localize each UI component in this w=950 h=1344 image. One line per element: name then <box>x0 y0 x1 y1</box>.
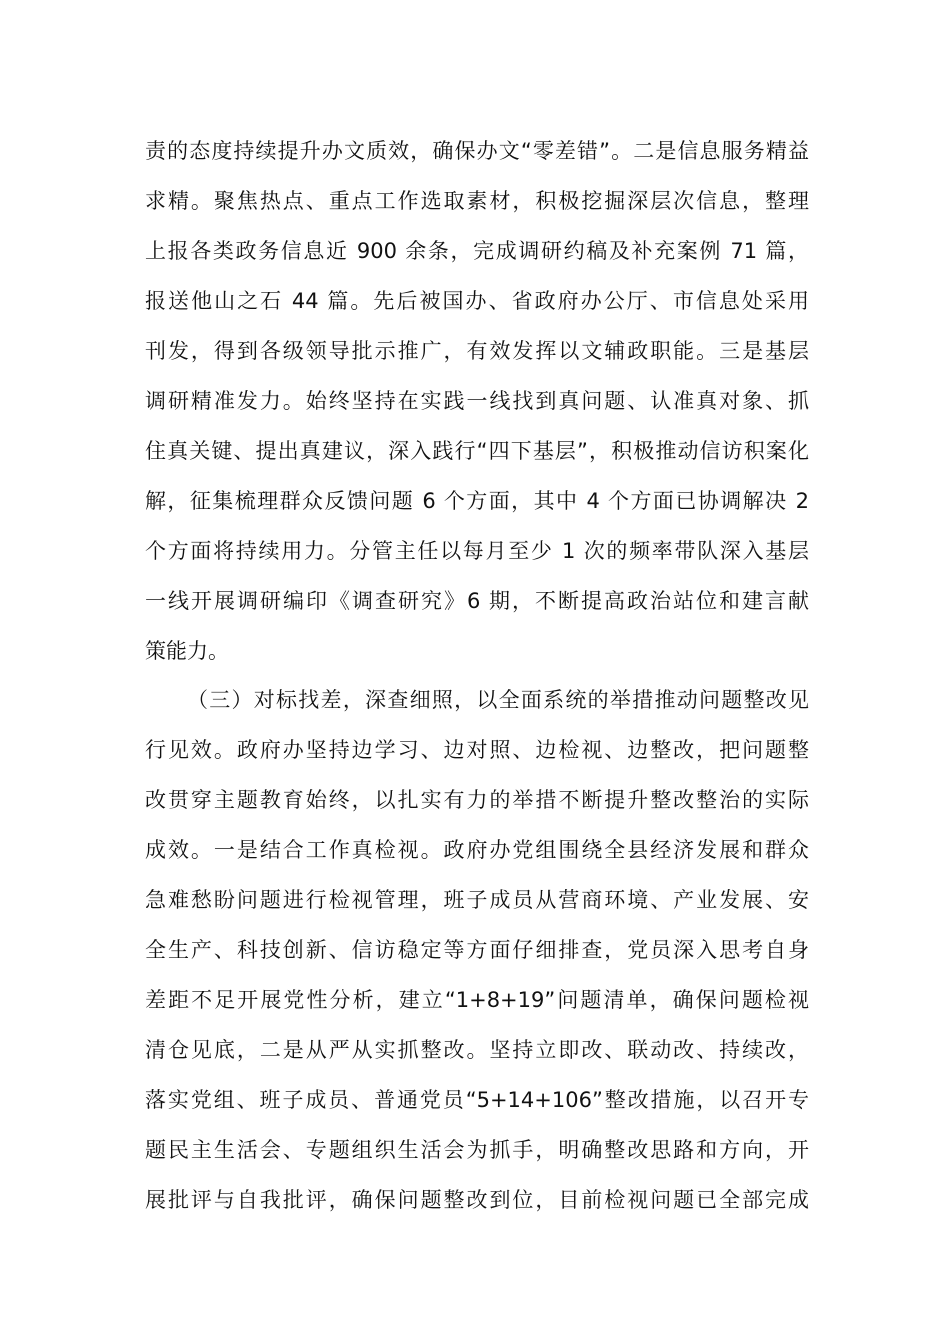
text-line: 改贯穿主题教育始终，以扎实有力的举措不断提升整改整治的实际 <box>145 788 809 812</box>
text-line: 题民主生活会、专题组织生活会为抓手，明确整改思路和方向，开 <box>145 1138 809 1162</box>
text-line: 急难愁盼问题进行检视管理，班子成员从营商环境、产业发展、安 <box>145 888 809 912</box>
text-line: 刊发，得到各级领导批示推广，有效发挥以文辅政职能。三是基层 <box>145 339 809 363</box>
text-line: 行见效。政府办坚持边学习、边对照、边检视、边整改，把问题整 <box>145 738 809 762</box>
text-line: 调研精准发力。始终坚持在实践一线找到真问题、认准真对象、抓 <box>145 389 809 413</box>
text-line: 住真关键、提出真建议，深入践行“四下基层”，积极推动信访积案化 <box>145 439 809 463</box>
text-line-paragraph-start: （三）对标找差，深查细照，以全面系统的举措推动问题整改见 <box>187 688 809 712</box>
text-line: 落实党组、班子成员、普通党员“5+14+106”整改措施，以召开专 <box>145 1088 809 1112</box>
text-line: 展批评与自我批评，确保问题整改到位，目前检视问题已全部完成 <box>145 1188 809 1212</box>
text-line: 解，征集梳理群众反馈问题 6 个方面，其中 4 个方面已协调解决 2 <box>145 489 809 513</box>
text-line: 报送他山之石 44 篇。先后被国办、省政府办公厅、市信息处采用 <box>145 289 809 313</box>
text-line: 一线开展调研编印《调查研究》6 期，不断提高政治站位和建言献 <box>145 589 809 613</box>
text-line: 上报各类政务信息近 900 余条，完成调研约稿及补充案例 71 篇， <box>145 239 809 263</box>
text-line: 责的态度持续提升办文质效，确保办文“零差错”。二是信息服务精益 <box>145 139 809 163</box>
text-line: 差距不足开展党性分析，建立“1+8+19”问题清单，确保问题检视 <box>145 988 809 1012</box>
text-line: 全生产、科技创新、信访稳定等方面仔细排查，党员深入思考自身 <box>145 938 809 962</box>
text-line-paragraph-end: 策能力。 <box>145 639 229 663</box>
text-line: 清仓见底，二是从严从实抓整改。坚持立即改、联动改、持续改， <box>145 1038 809 1062</box>
text-line: 成效。一是结合工作真检视。政府办党组围绕全县经济发展和群众 <box>145 838 809 862</box>
text-line: 求精。聚焦热点、重点工作选取素材，积极挖掘深层次信息，整理 <box>145 189 809 213</box>
text-line: 个方面将持续用力。分管主任以每月至少 1 次的频率带队深入基层 <box>145 539 809 563</box>
